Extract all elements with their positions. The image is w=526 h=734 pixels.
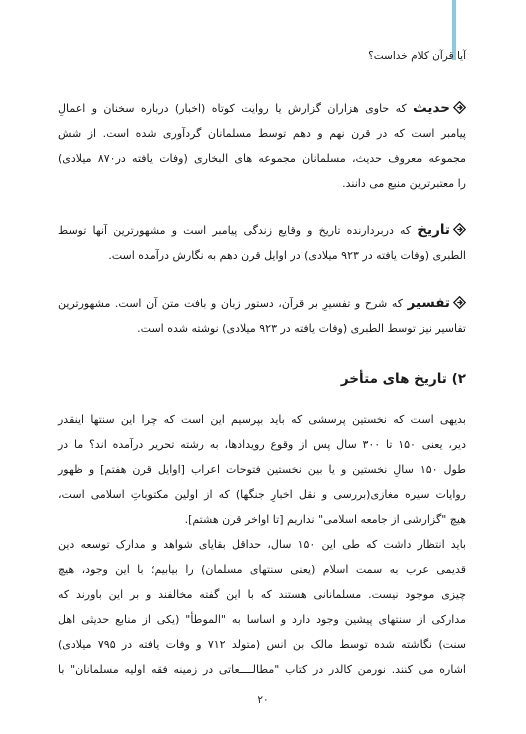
body-line: بدیهی است که نخستین پرسشی که باید بپرسیم این است که چرا این سنتها اینقدر bbox=[58, 413, 466, 426]
entry-term: حدیث bbox=[413, 100, 450, 116]
body-paragraph-1 bbox=[58, 407, 466, 532]
entry-line bbox=[58, 291, 466, 316]
entry-tarikh bbox=[58, 218, 466, 268]
diamond-arrow-icon bbox=[453, 101, 466, 114]
entry-line bbox=[58, 96, 466, 121]
entry-paragraph bbox=[58, 291, 466, 341]
body-line: چیزی موجود نیست. مسلمانانی هستند که با این گفته مخالفند و بر این باورند که bbox=[58, 588, 466, 601]
entry-line-text: که دربردارنده تاریخ و وقایع زندگی پیامبر است و مشهورترین آنها توسط bbox=[58, 224, 418, 237]
entry-paragraph bbox=[58, 218, 466, 268]
entry-line: پیامبر است که در قرن نهم و دهم توسط مسلمانان گردآوری شده است. از شش bbox=[58, 127, 466, 140]
body-line: اشاره می کنند. نورمن کالدر در کتاب "مطالــــعاتی در زمینه فقه اولیه مسلمانان" با bbox=[58, 663, 466, 676]
body-line: باید انتظار داشت که طی این ۱۵۰ سال، حداقل بقایای شواهد و مدارک توسعه دین bbox=[58, 538, 466, 551]
body-line: دیر، یعنی ۱۵۰ تا ۳۰۰ سال پس از وقوع رویدادها، به رشته تحریر درآمده اند؟ ما در bbox=[58, 438, 467, 451]
section-heading: ۲) تاریخ های متأخر bbox=[340, 371, 466, 387]
body-line: سنت) نگاشته شده توسط مالک بن انس (متولد ۷۱۲ و وفات یافته در ۷۹۵ میلادی) bbox=[58, 638, 467, 651]
body-paragraph-2 bbox=[58, 532, 466, 682]
section-heading-wrap bbox=[58, 371, 466, 387]
running-header: آیا قرآن کلام خداست؟ bbox=[368, 50, 466, 62]
entry-tafsir bbox=[58, 291, 466, 341]
body-line: روایات سیره مغازی(بررسی و نقل اخبارِ جنگها) که از اولین مکتوباتِ اسلامی است، bbox=[58, 488, 466, 501]
entry-hadith bbox=[58, 96, 466, 196]
diamond-arrow-icon bbox=[453, 296, 466, 309]
entry-line: الطبری (وفات یافته در ۹۲۳ میلادی) در اوایل قرن دهم به نگارش درآمده است. bbox=[108, 249, 466, 262]
entry-term: تفسیر bbox=[407, 295, 450, 311]
entry-line-text: که شرح و تفسیرِ بر قرآن، دستور زبان و بافت متن آن است. مشهورترین bbox=[58, 297, 408, 310]
entry-line bbox=[58, 218, 466, 243]
body-line: مدارکی از سنتهای پیشین وجود دارد و اساسا به "الموطأ" (یکی از منابع حدیثی اهل bbox=[58, 613, 466, 626]
entry-line: را معتبرترین منبع می دانند. bbox=[342, 177, 466, 190]
entry-line: تفاسیر نیز توسط الطبری (وفات یافته در ۹۲۳ میلادی) نوشته شده است. bbox=[137, 322, 466, 335]
page-number: ۲۰ bbox=[257, 694, 269, 706]
body-line: طول ۱۵۰ سالِ نخستین و یا بین نخستین فتوحات اعراب [اوایل قرن هفتم] و ظهور bbox=[58, 463, 466, 476]
diamond-arrow-icon bbox=[453, 223, 466, 236]
entry-term: تاریخ bbox=[417, 222, 450, 238]
entry-line: مجموعه معروف حدیث، مسلمانان مجموعه های البخاری (وفات یافته در۸۷۰ میلادی) bbox=[58, 152, 466, 165]
body-line: قدیمی عرب به سمت اسلام (یعنی سنتهای مسلمان) را بیابیم؛ با این وجود، هیچ bbox=[58, 563, 466, 576]
body-line: هیچ "گزارشی از جامعه اسلامی" نداریم [تا اواخر قرن هشتم]. bbox=[184, 513, 466, 526]
entry-line-text: که حاوی هزاران گزارش یا روایت کوتاه (اخبار) درباره سخنان و اعمالِ bbox=[58, 102, 414, 115]
section-body bbox=[58, 407, 466, 682]
entry-paragraph bbox=[58, 96, 466, 196]
